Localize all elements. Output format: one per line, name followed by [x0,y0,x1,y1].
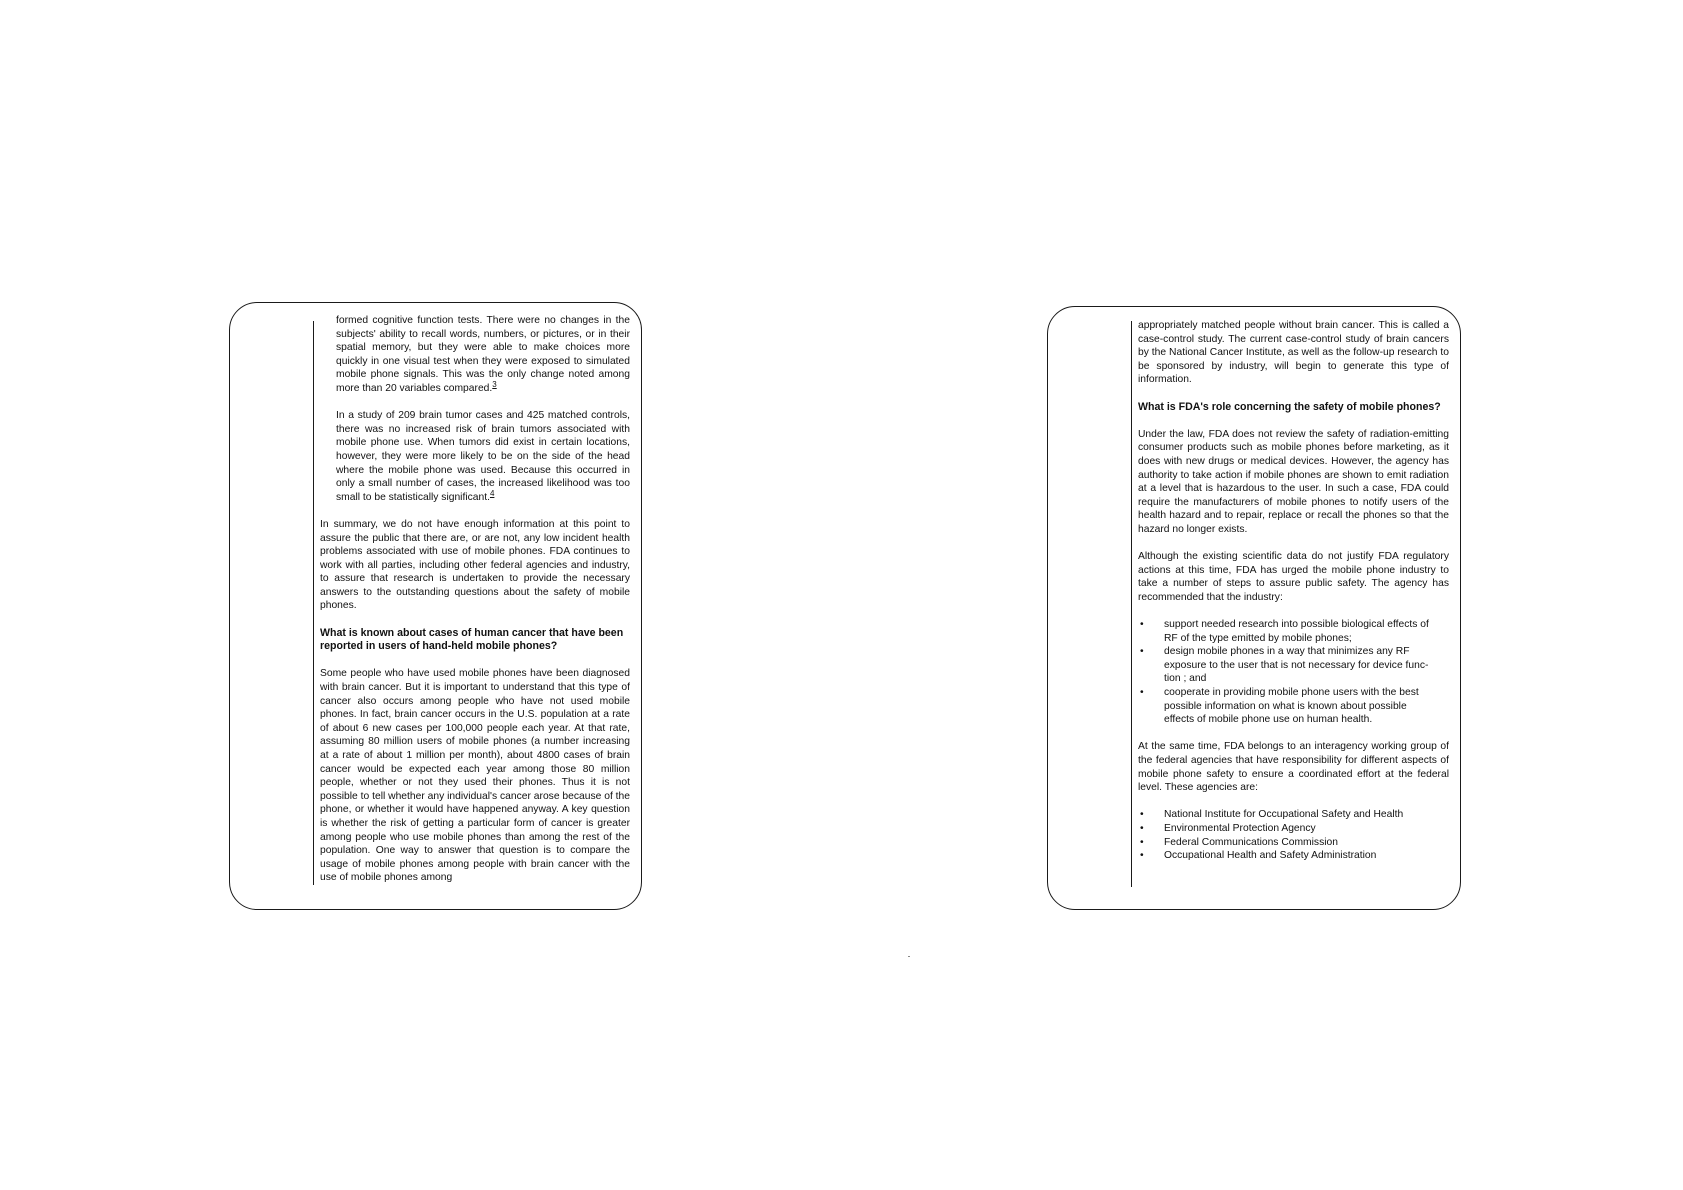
fda-role-heading: What is FDA's role concerning the safety of mobile phones? [1138,400,1441,413]
case-control-paragraph: appropriately matched people without brain cancer. This is called a case-control study. The current case-control study of brain cancers by the National Cancer Institute, as well as the follow-up research to be sponsored by industry, will begin to generate this type of information. [1138,320,1449,386]
agency-list [1138,808,1449,862]
list-item: • Federal Communications Commission [1140,836,1338,848]
list-item: • National Institute for Occupational Safety and Health [1140,809,1404,821]
list-item: • cooperate in providing mobile phone users with the best possible information on what is known about possible effects of mobile phone use on human health. [1140,687,1419,726]
left-text-column [320,314,630,899]
bullet-icon: • [1140,687,1144,699]
right-margin-rule [1131,321,1132,887]
recommendation-list [1138,618,1449,727]
footnote-ref-3[interactable]: 3 [492,379,497,389]
right-page [1047,306,1461,910]
list-item: • support needed research into possible biological effects of RF of the type emitted by mobile phones; [1140,619,1429,644]
fda-recommendation-intro: Although the existing scientific data do not justify FDA regulatory actions at this time, FDA has urged the mobile phone industry to take a number of steps to assure public safety. The agency has recommended that the industry: [1138,551,1449,603]
bullet-icon: • [1140,822,1144,834]
left-margin-rule [313,321,314,885]
list-item: • Environmental Protection Agency [1140,822,1316,834]
list-item: • Occupational Health and Safety Administration [1140,850,1377,862]
footnote-ref-4[interactable]: 4 [489,488,495,498]
interagency-paragraph: At the same time, FDA belongs to an interagency working group of the federal agencies that have responsibility for different aspects of mobile phone safety to ensure a coordinated effort at the federal level. These agencies are: [1138,741,1449,794]
bullet-icon: • [1140,850,1144,862]
bullet-icon: • [1140,619,1144,631]
bullet-icon: • [1140,646,1144,658]
bullet-icon: • [1140,809,1144,821]
summary-paragraph: In summary, we do not have enough information at this point to assure the public that there are, or are not, any low incident health problems associated with use of mobile phones. FDA continues to work with all parties, including other federal agencies and industry, to assure that research is undertaken to provide the necessary answers to the outstanding questions about the safety of mobile phones. [320,518,630,612]
human-cancer-heading: What is known about cases of human cancer that have been reported in users of hand-held mobile phones? [320,626,624,653]
bullet-icon: • [1140,836,1144,848]
fda-law-paragraph: Under the law, FDA does not review the safety of radiation-emitting consumer products such as mobile phones before marketing, as it does with new drugs or medical devices. However, the agency has authority to take action if mobile phones are shown to emit radiation at a level that is hazardous to the user. In such a case, FDA could require the manufacturers of mobile phones to notify users of the health hazard and to repair, replace or recall the phones so that the hazard no longer exists. [1138,428,1449,535]
list-item: • design mobile phones in a way that minimizes any RF exposure to the user that is not necessary for device function ; and [1140,646,1429,685]
left-page [229,302,642,910]
brain-tumor-study-paragraph: In a study of 209 brain tumor cases and 425 matched controls, there was no increased risk of brain tumors associated with mobile phone use. When tumors did exist in certain locations, however, they were more likely to be on the side of the head where the mobile phone was used. Because this occurred in only a small number of cases, the increased likelihood was too small to be statistically significant.$^4$ [336,410,630,503]
cognitive-study-paragraph: formed cognitive function tests. There were no changes in the subjects' ability to recall words, numbers, or pictures, or in their spatial memory, but they were able to make choices more quickly in one visual test when they were exposed to simulated mobile phone signals. This was the only change noted among more than 20 variables compared.$^3$ [336,315,630,394]
brain-cancer-paragraph: Some people who have used mobile phones have been diagnosed with brain cancer. But it is important to understand that this type of cancer also occurs among people who have not used mobile phones. In fact, brain cancer occurs in the U.S. population at a rate of about 6 new cases per 100,000 people each year. At that rate, assuming 80 million users of mobile phones (a number increasing at a rate of about 1 million per month), about 4800 cases of brain cancer would be expected each year among those 80 million people, whether or not they used their phones. Thus it is not possible to tell whether any individual's cancer arose because of the phone, or whether it would have happened anyway. A key question is whether the risk of getting a particular form of cancer is greater among people who use mobile phones than among the rest of the population. One way to answer that question is to compare the usage of mobile phones among people with brain cancer with the use of mobile phones among [320,668,630,884]
right-text-column [1138,319,1449,876]
scan-speck [908,956,910,957]
